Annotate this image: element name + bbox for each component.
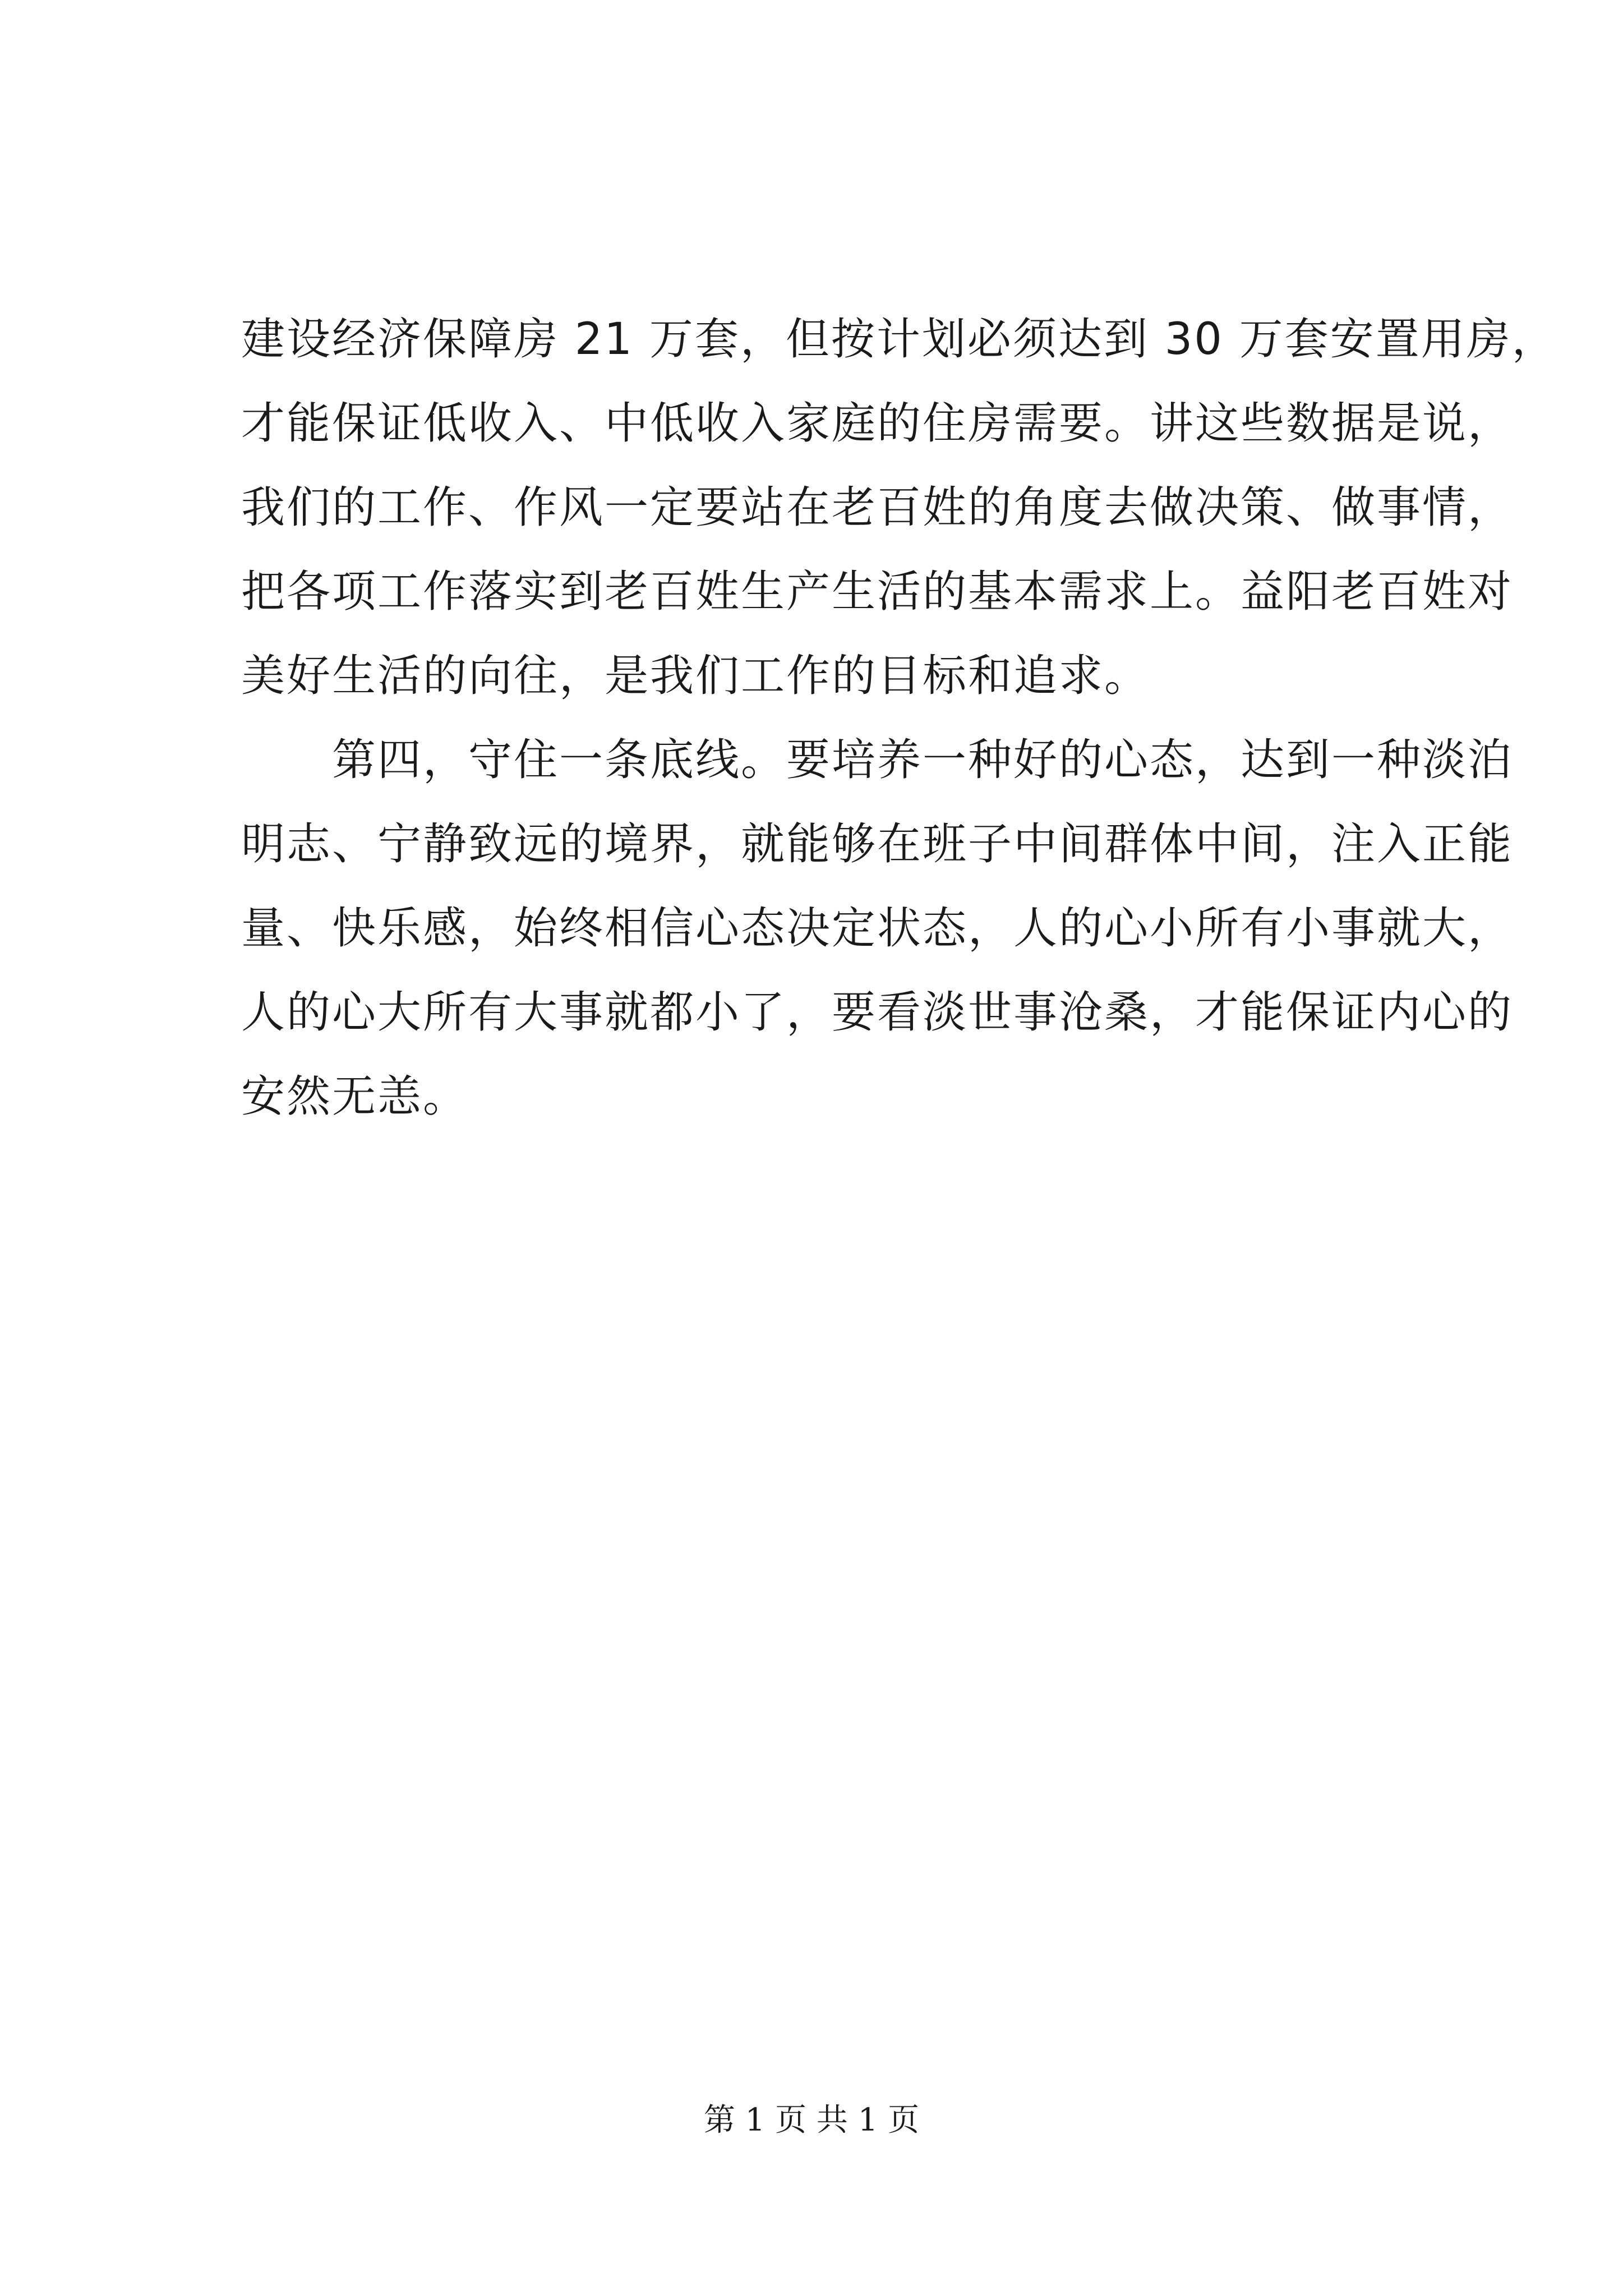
paragraph-1-line-2: 才能保证低收入、中低收入家庭的住房需要。讲这些数据是说，: [241, 398, 1514, 449]
paragraph-1-line-4: 把各项工作落实到老百姓生产生活的基本需求上。益阳老百姓对: [241, 567, 1514, 617]
document-body: [241, 297, 1557, 1139]
paragraph-1-line-5: 美好生活的向往，是我们工作的目标和追求。: [241, 651, 1150, 701]
paragraph-2-line-2: 明志、宁静致远的境界，就能够在班子中间群体中间，注入正能: [241, 819, 1514, 869]
paragraph-2-line-5: 安然无恙。: [241, 1071, 469, 1122]
paragraph-1-line-3: 我们的工作、作风一定要站在老百姓的角度去做决策、做事情，: [241, 482, 1514, 533]
paragraph-2-line-1: 第四，守住一条底线。要培养一种好的心态，达到一种淡泊: [241, 735, 1514, 785]
paragraph-2-line-3: 量、快乐感，始终相信心态决定状态，人的心小所有小事就大，: [241, 903, 1514, 954]
paragraph-1-line-1: 建设经济保障房 21 万套，但按计划必须达到 30 万套安置用房，: [241, 314, 1557, 365]
paragraph-2-line-4: 人的心大所有大事就都小了，要看淡世事沧桑，才能保证内心的: [241, 987, 1514, 1038]
page-footer: 第 1 页 共 1 页: [703, 2102, 920, 2138]
